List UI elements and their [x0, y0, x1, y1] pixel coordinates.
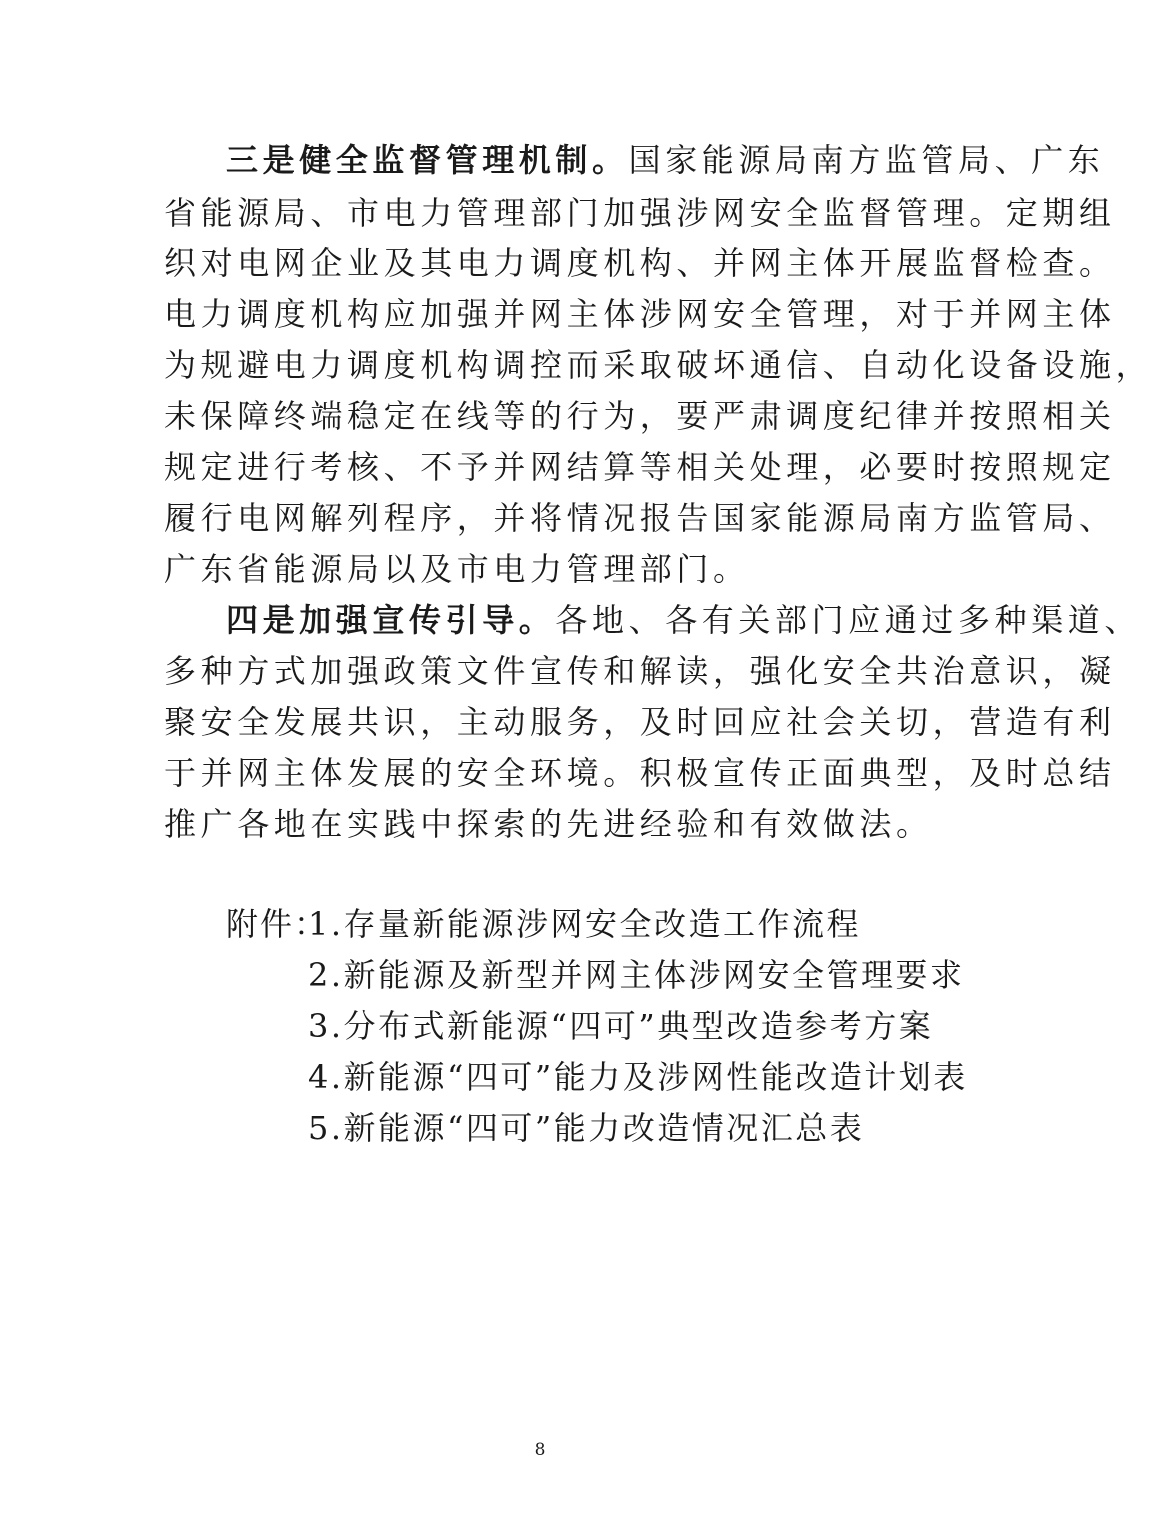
section4-line-2: 多种方式加强政策文件宣传和解读，强化安全共治意识，凝: [164, 652, 1116, 690]
section3-heading: 三是健全监督管理机制。: [226, 141, 629, 179]
section3-line-6: 未保障终端稳定在线等的行为，要严肃调度纪律并按照相关: [164, 397, 1116, 435]
section4-text: 各地、各有关部门应通过多种渠道、: [555, 601, 1142, 639]
section3-line-4: 电力调度机构应加强并网主体涉网安全管理，对于并网主体: [164, 295, 1116, 333]
section4-line-4: 于并网主体发展的安全环境。积极宣传正面典型，及时总结: [164, 754, 1116, 792]
section3-line-2: 省能源局、市电力管理部门加强涉网安全监督管理。定期组: [164, 194, 1116, 232]
attachments-label: 附件：: [226, 905, 329, 943]
section4-line-5: 推广各地在实践中探索的先进经验和有效做法。: [164, 805, 933, 843]
section4-heading: 四是加强宣传引导。: [226, 601, 556, 639]
section4-line-1: [226, 600, 1141, 640]
attachment-item-2: 2.新能源及新型并网主体涉网安全管理要求: [308, 956, 965, 994]
section3-line-7: 规定进行考核、不予并网结算等相关处理，必要时按照规定: [164, 448, 1116, 486]
page-number: 8: [534, 1440, 546, 1460]
section3-line-9: 广东省能源局以及市电力管理部门。: [164, 550, 750, 588]
attachment-item-4: 4.新能源“四可”能力及涉网性能改造计划表: [308, 1058, 968, 1096]
attachment-item-5: 5.新能源“四可”能力改造情况汇总表: [308, 1109, 865, 1147]
section3-text: 国家能源局南方监管局、广东: [628, 141, 1105, 179]
section3-line-5: 为规避电力调度机构调控而采取破坏通信、自动化设备设施，: [164, 346, 1152, 384]
section3-line-1: [226, 140, 1104, 180]
attachment-item-1: 1.存量新能源涉网安全改造工作流程: [308, 905, 862, 943]
section4-line-3: 聚安全发展共识，主动服务，及时回应社会关切，营造有利: [164, 703, 1116, 741]
section3-line-3: 织对电网企业及其电力调度机构、并网主体开展监督检查。: [164, 244, 1116, 282]
section3-line-8: 履行电网解列程序，并将情况报告国家能源局南方监管局、: [164, 499, 1116, 537]
attachment-item-3: 3.分布式新能源“四可”典型改造参考方案: [308, 1007, 934, 1045]
